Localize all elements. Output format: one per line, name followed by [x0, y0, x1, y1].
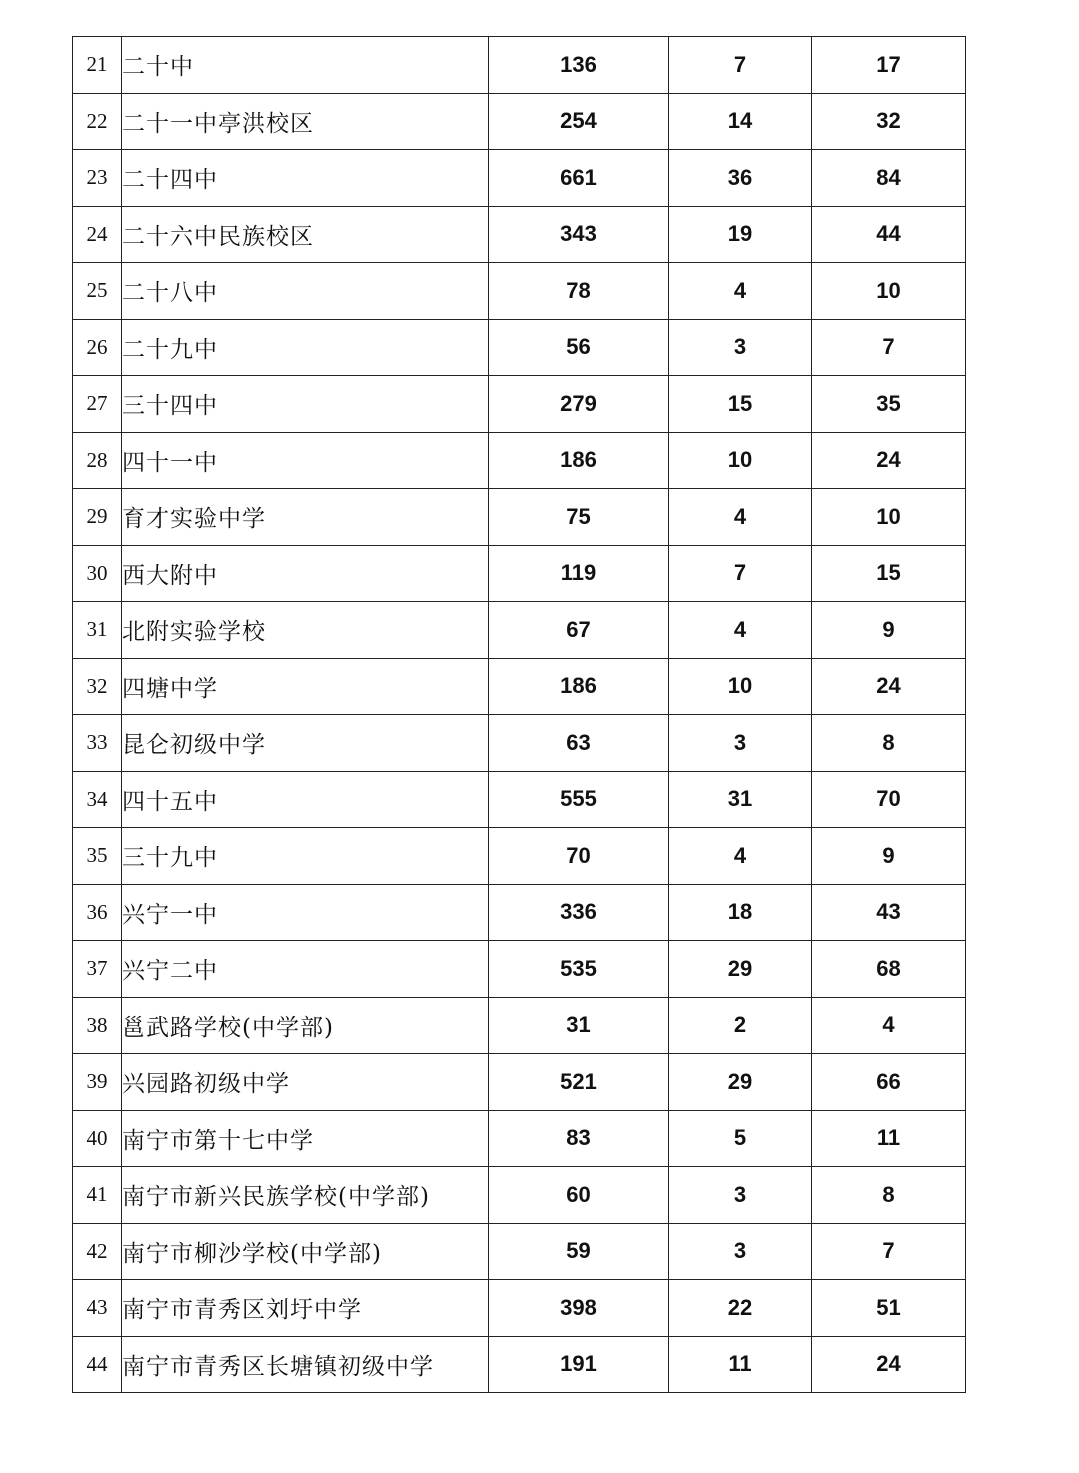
table-row — [73, 319, 966, 376]
total-count-cell: 83 — [489, 1110, 669, 1167]
row-index-cell: 38 — [73, 997, 122, 1054]
table-row — [73, 658, 966, 715]
allocation-count-cell: 11 — [812, 1110, 966, 1167]
table-row — [73, 884, 966, 941]
table-row — [73, 489, 966, 546]
school-name-cell: 三十四中 — [122, 376, 489, 433]
total-count-cell: 70 — [489, 828, 669, 885]
allocation-count-cell: 15 — [812, 545, 966, 602]
table-row — [73, 545, 966, 602]
row-index-cell: 42 — [73, 1223, 122, 1280]
table-row — [73, 37, 966, 94]
row-index-cell: 29 — [73, 489, 122, 546]
allocation-count-cell: 24 — [812, 1336, 966, 1393]
allocation-count-cell: 8 — [812, 1167, 966, 1224]
table-row — [73, 376, 966, 433]
row-index-cell: 39 — [73, 1054, 122, 1111]
table-row — [73, 1110, 966, 1167]
table-row — [73, 941, 966, 998]
quota-count-cell: 29 — [669, 1054, 812, 1111]
allocation-count-cell: 7 — [812, 319, 966, 376]
total-count-cell: 136 — [489, 37, 669, 94]
allocation-count-cell: 84 — [812, 150, 966, 207]
total-count-cell: 279 — [489, 376, 669, 433]
quota-count-cell: 10 — [669, 658, 812, 715]
school-name-cell: 西大附中 — [122, 545, 489, 602]
quota-count-cell: 4 — [669, 263, 812, 320]
school-name-cell: 北附实验学校 — [122, 602, 489, 659]
row-index-cell: 35 — [73, 828, 122, 885]
total-count-cell: 119 — [489, 545, 669, 602]
total-count-cell: 343 — [489, 206, 669, 263]
total-count-cell: 336 — [489, 884, 669, 941]
allocation-count-cell: 70 — [812, 771, 966, 828]
quota-count-cell: 36 — [669, 150, 812, 207]
allocation-count-cell: 4 — [812, 997, 966, 1054]
table-row — [73, 997, 966, 1054]
quota-count-cell: 4 — [669, 828, 812, 885]
quota-count-cell: 3 — [669, 1223, 812, 1280]
quota-count-cell: 18 — [669, 884, 812, 941]
total-count-cell: 555 — [489, 771, 669, 828]
allocation-count-cell: 8 — [812, 715, 966, 772]
school-name-cell: 南宁市柳沙学校(中学部) — [122, 1223, 489, 1280]
allocation-count-cell: 24 — [812, 432, 966, 489]
table-row — [73, 263, 966, 320]
school-name-cell: 南宁市新兴民族学校(中学部) — [122, 1167, 489, 1224]
table-row — [73, 828, 966, 885]
quota-count-cell: 15 — [669, 376, 812, 433]
total-count-cell: 191 — [489, 1336, 669, 1393]
table-row — [73, 602, 966, 659]
table-row — [73, 1336, 966, 1393]
quota-count-cell: 7 — [669, 37, 812, 94]
quota-count-cell: 4 — [669, 602, 812, 659]
quota-count-cell: 7 — [669, 545, 812, 602]
allocation-count-cell: 51 — [812, 1280, 966, 1337]
school-name-cell: 二十九中 — [122, 319, 489, 376]
total-count-cell: 56 — [489, 319, 669, 376]
quota-count-cell: 31 — [669, 771, 812, 828]
quota-count-cell: 11 — [669, 1336, 812, 1393]
row-index-cell: 36 — [73, 884, 122, 941]
school-name-cell: 育才实验中学 — [122, 489, 489, 546]
total-count-cell: 398 — [489, 1280, 669, 1337]
allocation-count-cell: 32 — [812, 93, 966, 150]
school-name-cell: 南宁市青秀区长塘镇初级中学 — [122, 1336, 489, 1393]
table-row — [73, 432, 966, 489]
row-index-cell: 22 — [73, 93, 122, 150]
total-count-cell: 78 — [489, 263, 669, 320]
total-count-cell: 60 — [489, 1167, 669, 1224]
row-index-cell: 33 — [73, 715, 122, 772]
row-index-cell: 41 — [73, 1167, 122, 1224]
row-index-cell: 25 — [73, 263, 122, 320]
allocation-count-cell: 10 — [812, 263, 966, 320]
row-index-cell: 32 — [73, 658, 122, 715]
quota-count-cell: 2 — [669, 997, 812, 1054]
table-row — [73, 1054, 966, 1111]
allocation-count-cell: 7 — [812, 1223, 966, 1280]
row-index-cell: 43 — [73, 1280, 122, 1337]
quota-count-cell: 3 — [669, 715, 812, 772]
row-index-cell: 21 — [73, 37, 122, 94]
allocation-count-cell: 68 — [812, 941, 966, 998]
total-count-cell: 63 — [489, 715, 669, 772]
allocation-count-cell: 9 — [812, 602, 966, 659]
school-name-cell: 兴园路初级中学 — [122, 1054, 489, 1111]
allocation-count-cell: 66 — [812, 1054, 966, 1111]
total-count-cell: 31 — [489, 997, 669, 1054]
table-row — [73, 771, 966, 828]
quota-count-cell: 22 — [669, 1280, 812, 1337]
quota-count-cell: 4 — [669, 489, 812, 546]
allocation-count-cell: 43 — [812, 884, 966, 941]
table-row — [73, 715, 966, 772]
row-index-cell: 40 — [73, 1110, 122, 1167]
table-row — [73, 206, 966, 263]
row-index-cell: 30 — [73, 545, 122, 602]
quota-count-cell: 3 — [669, 319, 812, 376]
table-row — [73, 1167, 966, 1224]
total-count-cell: 254 — [489, 93, 669, 150]
total-count-cell: 521 — [489, 1054, 669, 1111]
school-name-cell: 二十四中 — [122, 150, 489, 207]
school-name-cell: 二十中 — [122, 37, 489, 94]
quota-count-cell: 29 — [669, 941, 812, 998]
school-name-cell: 四十五中 — [122, 771, 489, 828]
quota-count-cell: 5 — [669, 1110, 812, 1167]
school-name-cell: 昆仑初级中学 — [122, 715, 489, 772]
row-index-cell: 34 — [73, 771, 122, 828]
allocation-count-cell: 10 — [812, 489, 966, 546]
school-name-cell: 三十九中 — [122, 828, 489, 885]
quota-count-cell: 10 — [669, 432, 812, 489]
allocation-count-cell: 17 — [812, 37, 966, 94]
quota-count-cell: 14 — [669, 93, 812, 150]
school-name-cell: 兴宁一中 — [122, 884, 489, 941]
school-name-cell: 兴宁二中 — [122, 941, 489, 998]
quota-count-cell: 19 — [669, 206, 812, 263]
total-count-cell: 75 — [489, 489, 669, 546]
row-index-cell: 31 — [73, 602, 122, 659]
school-name-cell: 二十六中民族校区 — [122, 206, 489, 263]
row-index-cell: 23 — [73, 150, 122, 207]
quota-count-cell: 3 — [669, 1167, 812, 1224]
row-index-cell: 28 — [73, 432, 122, 489]
table-row — [73, 1223, 966, 1280]
table-row — [73, 1280, 966, 1337]
school-name-cell: 南宁市第十七中学 — [122, 1110, 489, 1167]
table-body — [73, 37, 966, 1393]
total-count-cell: 186 — [489, 658, 669, 715]
row-index-cell: 26 — [73, 319, 122, 376]
allocation-count-cell: 35 — [812, 376, 966, 433]
school-name-cell: 四塘中学 — [122, 658, 489, 715]
total-count-cell: 59 — [489, 1223, 669, 1280]
school-name-cell: 二十一中亭洪校区 — [122, 93, 489, 150]
row-index-cell: 27 — [73, 376, 122, 433]
row-index-cell: 24 — [73, 206, 122, 263]
allocation-count-cell: 24 — [812, 658, 966, 715]
total-count-cell: 535 — [489, 941, 669, 998]
table-row — [73, 93, 966, 150]
total-count-cell: 186 — [489, 432, 669, 489]
row-index-cell: 44 — [73, 1336, 122, 1393]
school-name-cell: 邕武路学校(中学部) — [122, 997, 489, 1054]
table-row — [73, 150, 966, 207]
school-name-cell: 南宁市青秀区刘圩中学 — [122, 1280, 489, 1337]
total-count-cell: 661 — [489, 150, 669, 207]
total-count-cell: 67 — [489, 602, 669, 659]
school-quota-table — [72, 36, 966, 1393]
school-name-cell: 二十八中 — [122, 263, 489, 320]
row-index-cell: 37 — [73, 941, 122, 998]
allocation-count-cell: 9 — [812, 828, 966, 885]
school-name-cell: 四十一中 — [122, 432, 489, 489]
allocation-count-cell: 44 — [812, 206, 966, 263]
